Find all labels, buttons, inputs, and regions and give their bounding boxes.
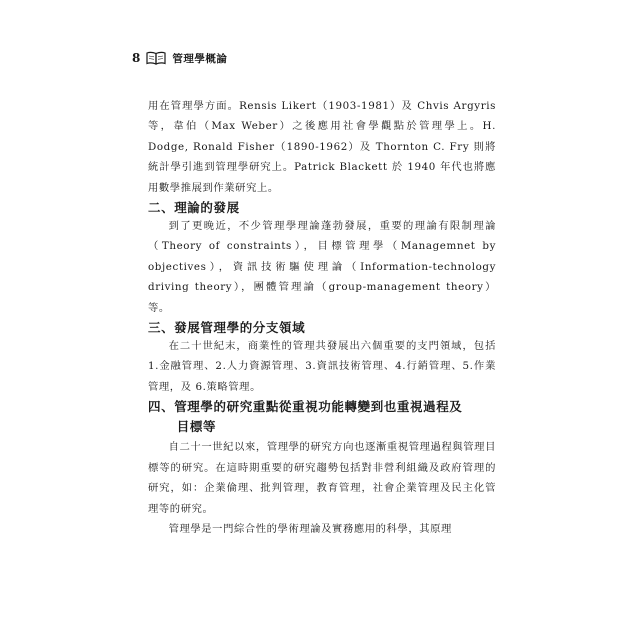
section-heading-branches: 三、發展管理學的分支領域 (148, 320, 306, 336)
section-heading-research-shift-line1: 四、管理學的研究重點從重視功能轉變到也重視過程及 (148, 399, 463, 415)
open-book-icon (146, 51, 166, 65)
page-header (132, 48, 227, 68)
running-book-title: 管理學概論 (172, 52, 228, 65)
theory-development-paragraph: 到了更晚近，不少管理學理論蓬勃發展，重要的理論有限制理論（Theory of constraints），目標管理學（Managemnet by objectives），資訊技術驅使理論（Information-technology driving theory），團體管理論（group-management theory）等。 (148, 220, 496, 314)
page-body (148, 96, 496, 539)
page-number: 8 (132, 51, 141, 65)
branches-paragraph: 在二十世紀末，商業性的管理共發展出六個重要的支門領域，包括 1.金融管理、2.人力資源管理、3.資訊技術管理、4.行銷管理、5.作業管理，及 6.策略管理。 (148, 340, 496, 393)
section-heading-research-shift-line2: 目標等 (176, 419, 217, 435)
intro-paragraph: 用在管理學方面。Rensis Likert（1903-1981）及 Chvis Argyris 等，韋伯（Max Weber）之後應用社會學觀點於管理學上。H. Dodge, Ronald Fisher（1890-1962）及 Thornton C. Fry 則將統計學引進到管理學研究上。Patrick Blackett 於 1940 年代也將應用數學推展到作業研究上。 (148, 100, 496, 194)
discipline-paragraph: 管理學是一門綜合性的學術理論及實務應用的科學，其原理 (168, 522, 452, 535)
section-heading-theory-development: 二、理論的發展 (148, 200, 240, 216)
research-shift-paragraph: 自二十一世紀以來，管理學的研究方向也逐漸重視管理過程與管理目標等的研究。在這時期重要的研究趨勢包括對非營利組織及政府管理的研究，如：企業倫理、批判管理，教育管理，社會企業管理及民主化管理等的研究。 (148, 441, 496, 515)
section-heading-research-shift (148, 397, 496, 437)
